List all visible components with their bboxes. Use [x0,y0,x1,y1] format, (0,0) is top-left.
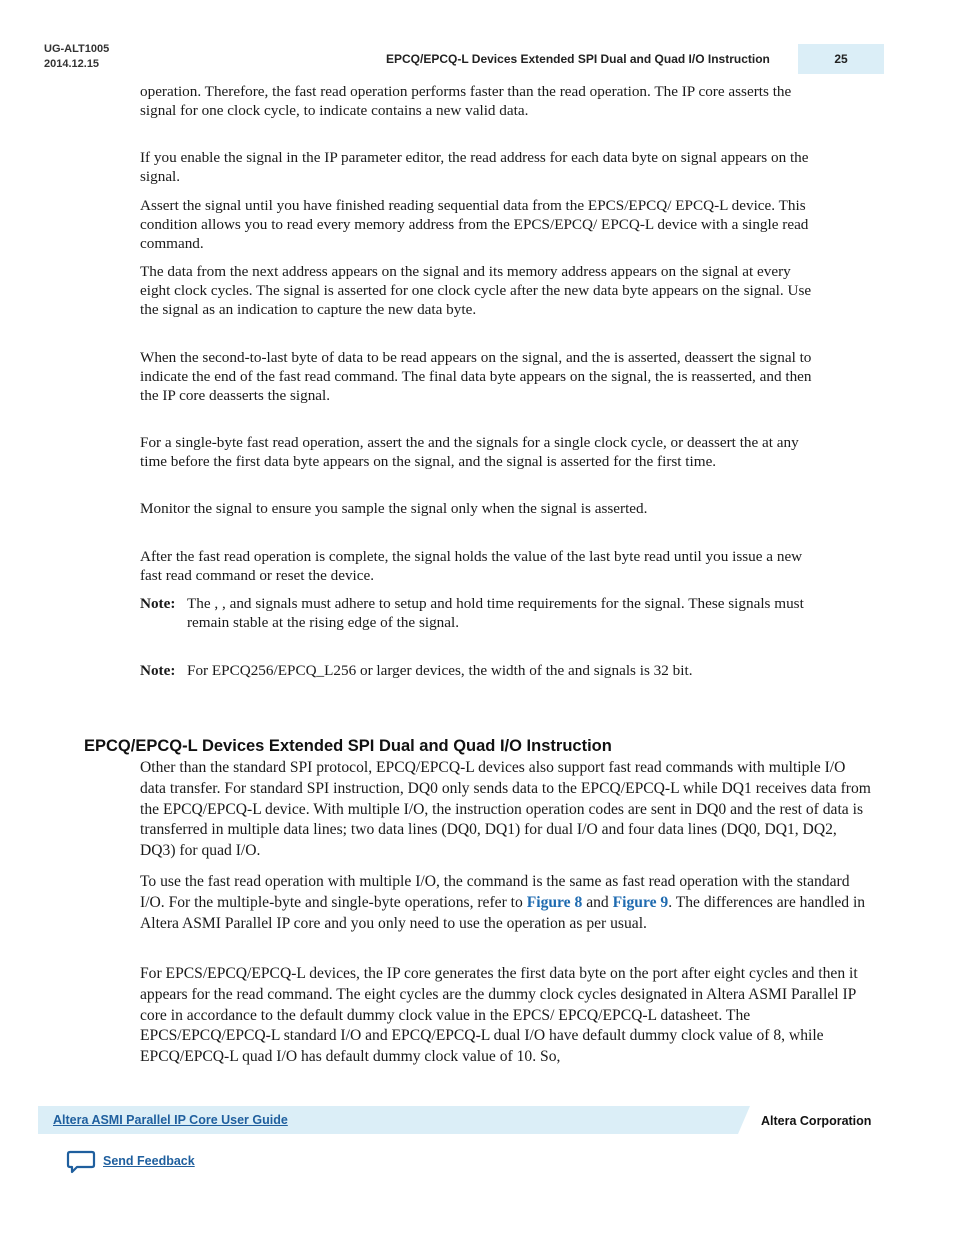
company-name: Altera Corporation [761,1114,872,1128]
note-label-1: Note: [140,595,176,612]
text-fragment: To use the fast read operation with multiple I/O, the command is the same as fast read operation with the standard I/O. For the multiple-byte and single-byte operations, refer to [140,873,850,911]
section-paragraph-fast-read-multi-io [140,872,875,934]
section-heading: EPCQ/EPCQ-L Devices Extended SPI Dual and Quad I/O Instruction [84,737,612,755]
figure-8-link[interactable]: Figure 8 [526,893,583,911]
note-label-2: Note: [140,662,176,679]
note-address-width: For EPCQ256/EPCQ_L256 or larger devices, the width of the and signals is 32 bit. [187,662,693,679]
paragraph-assert-read: Assert the signal until you have finished reading sequential data from the EPCS/EPCQ/ EPCQ-L device. This condition allows you to read every memory address from the EPCS/EPCQ/ EPCQ-L device with a single read command. [140,197,809,252]
paragraph-second-to-last-byte: When the second-to-last byte of data to be read appears on the signal, and the is asserted, deassert the signal to indicate the end of the fast read command. The final data byte appears on the signal, the is reasserted, and then the IP core deasserts the signal. [140,349,812,404]
paragraph-after-complete: After the fast read operation is complete, the signal holds the value of the last byte read until you issue a new fast read command or reset the device. [140,548,803,584]
paragraph-single-byte: For a single-byte fast read operation, assert the and the signals for a single clock cycle, or deassert the at any time before the first data byte appears on the signal, and the signal is asserted for the first time. [140,434,799,470]
section-paragraph-dummy-clock: For EPCS/EPCQ/EPCQ-L devices, the IP core generates the first data byte on the port after eight cycles and then it appears for the read command. The eight cycles are the dummy clock cycles designated in Altera ASMI Parallel IP core in accordance to the default dummy clock value in the EPCS/ EPCQ/EPCQ-L datasheet. The EPCS/EPCQ/EPCQ-L standard I/O and EPCQ/EPCQ-L dual I/O have default dummy clock value of 8, while EPCQ/EPCQ-L quad I/O has default dummy clock value of 10. So, [140,965,858,1066]
page-number: 25 [798,44,884,74]
document-date: 2014.12.15 [44,58,100,70]
section-paragraph-multiple-io: Other than the standard SPI protocol, EPCQ/EPCQ-L devices also support fast read commands with multiple I/O data transfer. For standard SPI instruction, DQ0 only sends data to the EPCQ/EPCQ-L while DQ1 receives data from the EPCQ/EPCQ-L device. With multiple I/O, the instruction operation codes are sent in DQ0 and the rest of data is transferred in multiple data lines; two data lines (DQ0, DQ1) for dual I/O and four data lines (DQ0, DQ1, DQ2, DQ3) for quad I/O. [140,759,871,860]
note-setup-hold: The , , and signals must adhere to setup and hold time requirements for the signal. These signals must remain stable at the rising edge of the signal. [187,595,804,631]
send-feedback-link[interactable]: Send Feedback [103,1154,195,1168]
document-id-block [44,42,109,72]
paragraph-next-address: The data from the next address appears on the signal and its memory address appears on the signal at every eight clock cycles. The signal is asserted for one clock cycle after the new data byte appears on the signal. Use the signal as an indication to capture the new data byte. [140,263,812,318]
user-guide-link[interactable]: Altera ASMI Parallel IP Core User Guide [53,1113,288,1127]
running-header-title: EPCQ/EPCQ-L Devices Extended SPI Dual and Quad I/O Instruction [386,52,770,66]
paragraph-read-address: If you enable the signal in the IP parameter editor, the read address for each data byte on signal appears on the signal. [140,149,809,185]
paragraph-monitor: Monitor the signal to ensure you sample the signal only when the signal is asserted. [140,500,648,517]
paragraph-fast-read-intro: operation. Therefore, the fast read operation performs faster than the read operation. The IP core asserts the signal for one clock cycle, to indicate contains a new valid data. [140,83,792,119]
text-fragment: . The differences are handled in Altera ASMI Parallel IP core and you only need to use the operation as per usual. [140,893,866,932]
text-fragment: and [582,893,613,911]
document-id: UG-ALT1005 [44,43,110,55]
feedback-bubble-icon[interactable] [66,1150,96,1176]
figure-9-link[interactable]: Figure 9 [612,893,669,911]
